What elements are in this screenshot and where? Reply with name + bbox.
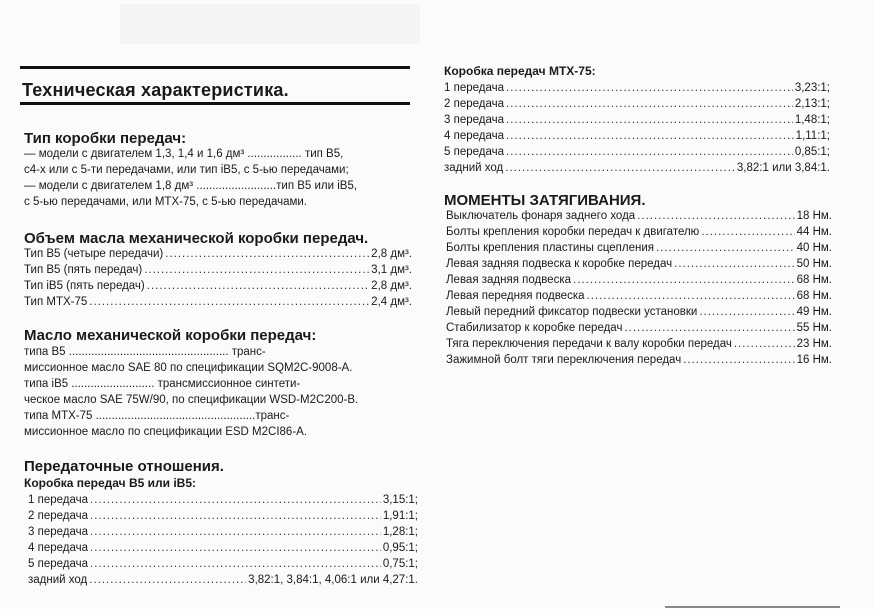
ratio-row — [28, 524, 418, 540]
torque-row — [446, 256, 832, 272]
dot-leader — [734, 336, 795, 352]
torque-list — [446, 208, 832, 368]
ratio-row — [28, 508, 418, 524]
row-value: 3,15:1; — [382, 494, 418, 506]
dot-leader — [144, 262, 369, 278]
row-value: 2,4 дм³. — [371, 296, 412, 308]
ratios-heading: Передаточные отношения. — [24, 458, 224, 475]
dot-leader — [624, 320, 794, 336]
torque-row — [446, 272, 832, 288]
row-value: 68 Нм. — [796, 274, 832, 286]
row-label: Тип iB5 (пять передач) — [24, 280, 145, 292]
row-value: 0,85:1; — [794, 146, 830, 158]
dot-leader — [656, 240, 795, 256]
row-label: 4 передача — [444, 130, 504, 142]
row-label: 1 передача — [444, 82, 504, 94]
oil-line: ческое масло SAE 75W/90, по спецификации WSD-M2C200-B. — [24, 394, 359, 406]
dot-leader — [89, 572, 246, 588]
oil-volume-row — [24, 294, 412, 310]
oil-volume-row — [24, 246, 412, 262]
mtx-subheading: Коробка передач MTX-75: — [444, 64, 596, 78]
row-label: 1 передача — [28, 494, 88, 506]
dot-leader — [505, 160, 735, 176]
gearbox-type-text — [24, 146, 414, 210]
oil-line: типа iB5 .......................... трансмиссионное синтети- — [24, 378, 301, 390]
row-value: 3,23:1; — [794, 82, 830, 94]
gearbox-type-heading: Тип коробки передач: — [24, 130, 187, 147]
row-label: Зажимной болт тяги переключения передач — [446, 354, 682, 366]
torque-row — [446, 208, 832, 224]
row-label: Левая задняя подвеска к коробке передач — [446, 258, 673, 270]
row-value: 18 Нм. — [796, 210, 832, 222]
ratio-row — [444, 96, 830, 112]
dot-leader — [674, 256, 794, 272]
ratio-row — [28, 556, 418, 572]
oil-text — [24, 344, 416, 440]
row-label: Выключатель фонаря заднего хода — [446, 210, 636, 222]
oil-line: миссионное масло по спецификации ESD M2CI86-A. — [24, 426, 308, 438]
row-label: задний ход — [444, 162, 504, 174]
row-label: 5 передача — [444, 146, 504, 158]
oil-line: миссионное масло SAE 80 по спецификации SQM2C-9008-A. — [24, 362, 353, 374]
dot-leader — [573, 272, 795, 288]
oil-volume-list — [24, 246, 412, 310]
title-rule-top — [20, 66, 410, 69]
row-value: 23 Нм. — [796, 338, 832, 350]
page-title: Техническая характеристика. — [22, 80, 289, 100]
row-label: 4 передача — [28, 542, 88, 554]
row-label: Тип B5 (четыре передачи) — [24, 248, 164, 260]
torque-row — [446, 240, 832, 256]
dot-leader — [637, 208, 794, 224]
ratio-row — [28, 540, 418, 556]
dot-leader — [90, 556, 381, 572]
row-value: 50 Нм. — [796, 258, 832, 270]
row-value: 49 Нм. — [796, 306, 832, 318]
torque-row — [446, 352, 832, 368]
row-label: Левый передний фиксатор подвески установки — [446, 306, 698, 318]
gearbox-type-line: с 5-ью передачами, или MTX-75, с 5-ью передачами. — [24, 196, 308, 208]
ratio-row — [444, 80, 830, 96]
gearbox-type-line: — модели с двигателем 1,8 дм³ .........................тип B5 или iB5, — [24, 180, 358, 192]
row-label: Тип MTX-75 — [24, 296, 88, 308]
torque-heading: МОМЕНТЫ ЗАТЯГИВАНИЯ. — [444, 192, 646, 209]
row-value: 2,13:1; — [794, 98, 830, 110]
torque-row — [446, 224, 832, 240]
torque-row — [446, 320, 832, 336]
ratio-row — [444, 144, 830, 160]
dot-leader — [90, 508, 381, 524]
dot-leader — [89, 294, 369, 310]
row-label: Левая задняя подвеска — [446, 274, 572, 286]
dot-leader — [701, 224, 794, 240]
oil-line: типа MTX-75 ..................................................транс- — [24, 410, 290, 422]
dot-leader — [506, 96, 793, 112]
gearbox-type-line: — модели с двигателем 1,3, 1,4 и 1,6 дм³ ................. тип B5, — [24, 148, 344, 160]
oil-volume-heading: Объем масла механической коробки передач. — [24, 230, 369, 247]
dot-leader — [90, 524, 381, 540]
row-label: 2 передача — [28, 510, 88, 522]
torque-row — [446, 288, 832, 304]
row-label: задний ход — [28, 574, 88, 586]
ratios-subheading: Коробка передач B5 или iB5: — [24, 476, 197, 490]
row-value: 0,75:1; — [382, 558, 418, 570]
torque-row — [446, 304, 832, 320]
row-value: 2,8 дм³. — [371, 280, 412, 292]
row-label: 3 передача — [444, 114, 504, 126]
ratio-row — [28, 572, 418, 588]
dot-leader — [506, 128, 794, 144]
dot-leader — [587, 288, 795, 304]
row-value: 1,11:1; — [795, 130, 830, 142]
row-label: Тяга переключения передачи к валу коробки передач — [446, 338, 732, 350]
row-value: 16 Нм. — [796, 354, 832, 366]
row-label: Болты крепления коробки передач к двигателю — [446, 226, 700, 238]
row-label: Стабилизатор к коробке передач — [446, 322, 623, 334]
dot-leader — [147, 278, 369, 294]
row-value: 1,91:1; — [382, 510, 418, 522]
row-value: 40 Нм. — [796, 242, 832, 254]
dot-leader — [506, 80, 793, 96]
row-value: 1,28:1; — [382, 526, 418, 538]
row-label: 2 передача — [444, 98, 504, 110]
oil-line: типа B5 .................................................. транс- — [24, 346, 266, 358]
row-value: 68 Нм. — [796, 290, 832, 302]
dot-leader — [90, 540, 381, 556]
scan-shadow-bottom — [665, 606, 840, 608]
row-value: 44 Нм. — [796, 226, 832, 238]
dot-leader — [506, 112, 793, 128]
row-value: 1,48:1; — [794, 114, 830, 126]
row-value: 3,1 дм³. — [371, 264, 412, 276]
ratio-row — [444, 112, 830, 128]
row-label: Левая передняя подвеска — [446, 290, 585, 302]
row-label: Болты крепления пластины сцепления — [446, 242, 655, 254]
torque-row — [446, 336, 832, 352]
row-value: 3,82:1 или 3,84:1. — [736, 162, 830, 174]
dot-leader — [165, 246, 369, 262]
ratio-row — [444, 160, 830, 176]
mtx-ratios-list — [444, 80, 830, 176]
oil-heading: Масло механической коробки передач: — [24, 327, 317, 344]
ratio-row — [28, 492, 418, 508]
row-label: 3 передача — [28, 526, 88, 538]
row-label: Тип B5 (пять передач) — [24, 264, 143, 276]
row-value: 0,95:1; — [382, 542, 418, 554]
scan-shadow-top — [120, 4, 420, 44]
oil-volume-row — [24, 278, 412, 294]
dot-leader — [90, 492, 381, 508]
oil-volume-row — [24, 262, 412, 278]
dot-leader — [506, 144, 793, 160]
title-rule-bottom — [20, 102, 410, 105]
gearbox-type-line: с4-х или с 5-ти передачами, или тип iB5, с 5-ью передачами; — [24, 164, 349, 176]
ratios-list — [28, 492, 418, 588]
dot-leader — [683, 352, 794, 368]
row-value: 2,8 дм³. — [371, 248, 412, 260]
dot-leader — [699, 304, 794, 320]
row-value: 55 Нм. — [796, 322, 832, 334]
row-value: 3,82:1, 3,84:1, 4,06:1 или 4,27:1. — [248, 574, 418, 586]
ratio-row — [444, 128, 830, 144]
row-label: 5 передача — [28, 558, 88, 570]
